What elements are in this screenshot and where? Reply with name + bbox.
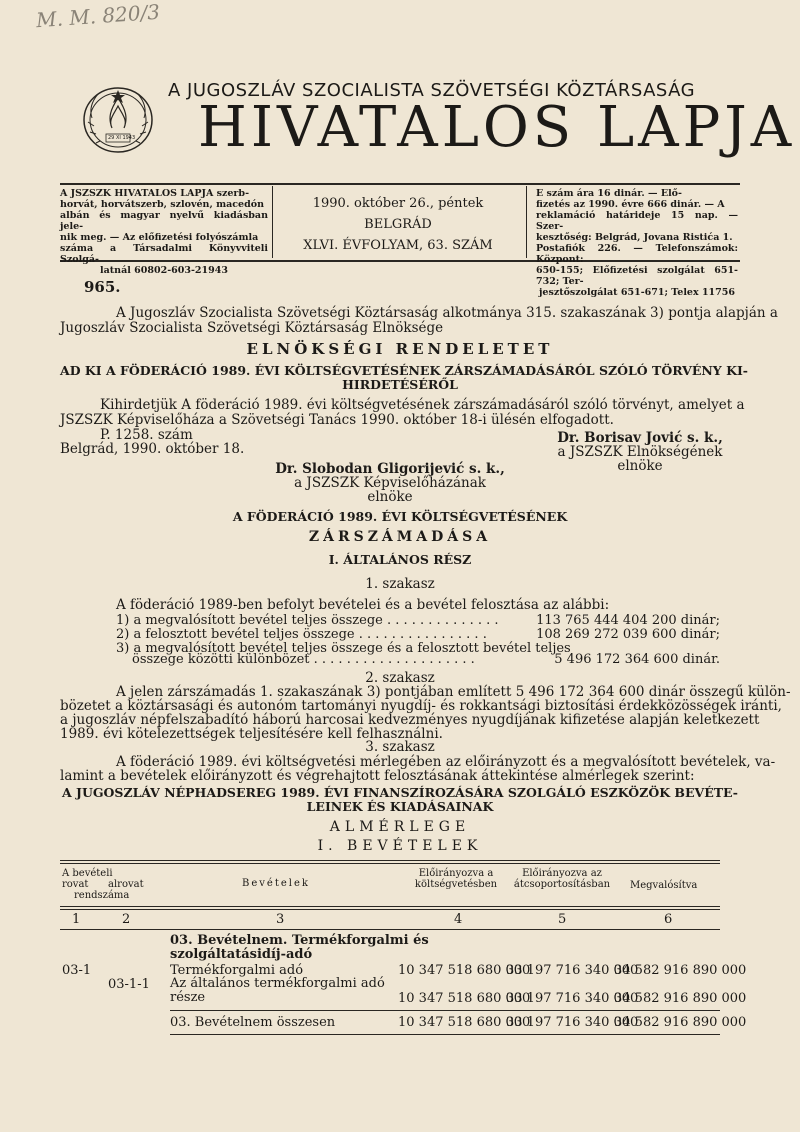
issue-info <box>280 193 516 256</box>
section-3-text <box>60 754 776 784</box>
masthead-title: A JUGOSZLÁV SZOCIALISTA SZÖVETSÉGI KÖZTÁRSASÁG <box>168 80 696 101</box>
table-rule-mid2 <box>60 909 720 910</box>
text-line: HIRDETÉSÉRŐL <box>342 377 458 392</box>
reference <box>60 428 244 456</box>
table-rule-mid <box>60 906 720 907</box>
table-row-alrovat: 03-1-1 <box>108 977 150 992</box>
text-line: LEINEK ÉS KIADÁSAINAK <box>306 799 494 814</box>
info-line: nik meg. — Az előfizetési folyószámla <box>60 232 259 243</box>
col-header-bevetelek: Bevételek <box>242 878 310 889</box>
info-line: E szám ára 16 dinár. — Elő- <box>536 188 682 199</box>
text-line: 1989. évi kötelezettségek teljesítésére kell felhasználni. <box>60 726 443 742</box>
info-line: albán és magyar nyelvű kiadásban jele- <box>60 210 268 232</box>
law-title: A FÖDERÁCIÓ 1989. ÉVI KÖLTSÉGVETÉSÉNEK <box>232 509 568 524</box>
submarket-title: ALMÉRLEGE <box>329 819 471 835</box>
item-number: 965. <box>84 278 121 296</box>
col-header-rovat: A bevételi rovat <box>62 868 113 890</box>
signatory-role: elnöke <box>617 458 663 474</box>
info-line: 650-155; Előfizetési szolgálat 651-732; Ter- <box>536 265 738 287</box>
ref-place-date: Belgrád, 1990. október 18. <box>60 441 245 457</box>
col-header-realized: Megvalósítva <box>630 880 698 891</box>
text-line: része <box>170 990 206 1005</box>
law-subtitle: ZÁRSZÁMADÁSA <box>308 529 492 545</box>
text-line: lamint a bevételek előirányzott és végrehajtott felosztásának áttekintése almérlegek szerint: <box>60 768 695 784</box>
section-1-heading: 1. szakasz <box>365 576 435 592</box>
state-emblem-icon <box>78 78 158 158</box>
text-line: AD KI A FÖDERÁCIÓ 1989. ÉVI KÖLTSÉGVETÉSÉNEK ZÁRSZÁMADÁSÁRÓL SZÓLÓ TÖRVÉNY KI- <box>60 363 748 378</box>
subscription-info <box>60 188 268 276</box>
signatory-name: Dr. Borisav Jović s. k., <box>557 430 723 446</box>
text-line: Az általános termékforgalmi adó <box>170 976 385 991</box>
col-number: 5 <box>558 912 567 927</box>
signatory-role: a JSZSZK Képviselőházának <box>294 475 486 491</box>
section-1-value: 5 496 172 364 600 dinár. <box>554 652 720 667</box>
signatory-assembly <box>260 462 520 504</box>
table-row-name <box>170 977 385 1005</box>
table-rule-total <box>170 1010 720 1011</box>
text-line: A Jugoszláv Szocialista Szövetségi Köztársaság alkotmánya 315. szakaszának 3) pontja alapján a <box>116 305 778 321</box>
text-line: A jelen zárszámadás 1. szakaszának 3) pontjában említett 5 496 172 364 600 dinár összegű külön- <box>116 684 791 700</box>
col-number: 2 <box>122 912 131 927</box>
header-rule-top <box>60 183 740 185</box>
proclamation-paragraph <box>60 397 745 428</box>
text-line: a jugoszláv népfelszabadító háború harcosai kedvezményes nyugdíjának kifizetése alapján keletkezett <box>60 712 760 728</box>
text-line: Jugoszláv Szocialista Szövetségi Köztársaság Elnöksége <box>60 320 444 336</box>
issue-volume: XLVI. ÉVFOLYAM, 63. SZÁM <box>303 238 493 253</box>
emblem-banner-text: 29 XI 1943 <box>108 135 136 141</box>
handwritten-note: M. M. 820/3 <box>35 0 161 33</box>
info-line: kesztőség: Belgrád, Jovana Ristića 1. <box>536 232 733 243</box>
section-1-item: 3) a megvalósított bevétel teljes összege és a felosztott bevétel teljes <box>116 641 571 656</box>
decree-title: ELNÖKSÉGI RENDELETET <box>246 340 554 358</box>
text-line: A föderáció 1989. évi költségvetési mérlegében az előirányzott és a megvalósított bevételek, va- <box>116 754 776 770</box>
table-row-budget: 10 347 518 680 000 <box>398 991 531 1006</box>
table-row-budget: 10 347 518 680 000 <box>398 963 531 978</box>
info-line: horvát, horvátszerb, szlovén, macedón <box>60 199 264 210</box>
section-1-text: A föderáció 1989-ben befolyt bevételei és a bevétel felosztása az alábbi: <box>116 597 610 613</box>
section-1-value: 108 269 272 039 600 dinár; <box>536 627 720 642</box>
issue-date: 1990. október 26., péntek <box>312 196 484 211</box>
signatory-role: elnöke <box>367 489 413 505</box>
header-divider-left <box>272 186 273 258</box>
table-rule-bottom <box>170 1034 720 1035</box>
army-title <box>60 786 740 814</box>
info-line: reklamáció határideje 15 nap. — Szer- <box>536 210 738 232</box>
table-row-realized: 34 582 916 890 000 <box>614 991 747 1006</box>
table-rule-top <box>60 860 720 861</box>
issue-city: BELGRÁD <box>364 217 432 232</box>
info-line: Postafiók 226. — Telefonszámok: Központ: <box>536 243 738 265</box>
revenue-title: I. BEVÉTELEK <box>317 838 483 854</box>
text-line: A JUGOSZLÁV NÉPHADSEREG 1989. ÉVI FINANSZÍROZÁSÁRA SZOLGÁLÓ ESZKÖZÖK BEVÉTE- <box>62 785 738 800</box>
table-total-realized: 34 582 916 890 000 <box>614 1015 747 1030</box>
signatory-name: Dr. Slobodan Gligorijević s. k., <box>275 461 505 477</box>
table-rule-nums <box>60 929 720 930</box>
col-header-rendszama: rendszáma <box>74 890 130 901</box>
table-total-name: 03. Bevételnem összesen <box>170 1015 336 1030</box>
section-3-heading: 3. szakasz <box>365 739 435 755</box>
info-line: száma a Társadalmi Könyvviteli Szolgá- <box>60 243 268 265</box>
price-info <box>536 188 738 298</box>
info-line: jesztőszolgálat 651-671; Telex 11756 <box>538 287 735 298</box>
table-row-transfer: 33 197 716 340 000 <box>506 991 639 1006</box>
masthead-name: HIVATALOS LAPJA <box>198 95 796 160</box>
table-row-rovat: 03-1 <box>62 963 92 978</box>
group-title <box>170 934 429 962</box>
table-row-transfer: 33 197 716 340 000 <box>506 963 639 978</box>
table-rule-top2 <box>60 863 720 864</box>
intro-paragraph <box>60 305 778 336</box>
section-2-heading: 2. szakasz <box>365 670 435 686</box>
text-line: JSZSZK Képviselőháza a Szövetségi Tanács 1990. október 18-i ülésén elfogadott. <box>60 412 614 428</box>
section-1-item: 2) a felosztott bevétel teljes összege . . . . . . . . . . . . . . . . <box>116 627 487 642</box>
info-line: latnál 60802-603-21943 <box>100 265 228 276</box>
col-number: 4 <box>454 912 463 927</box>
section-1-item: összege közötti különbözet . . . . . . . . . . . . . . . . . . . . <box>132 652 475 667</box>
signatory-role: a JSZSZK Elnökségének <box>557 444 723 460</box>
col-number: 6 <box>664 912 673 927</box>
text-line: bözetet a köztársasági és autonóm tartományi nyugdíj- és rokkantsági biztosítási érdekközösségek iránti, <box>60 698 782 714</box>
col-header-transfer: Előirányozva az átcsoportosításban <box>513 868 611 890</box>
decree-subtitle <box>60 363 748 392</box>
table-total-transfer: 33 197 716 340 000 <box>506 1015 639 1030</box>
col-number: 1 <box>72 912 81 927</box>
ref-number: P. 1258. szám <box>100 427 193 443</box>
col-header-alrovat: alrovat <box>108 879 144 890</box>
section-1-item: 1) a megvalósított bevétel teljes összege . . . . . . . . . . . . . . <box>116 613 499 628</box>
table-row-realized: 34 582 916 890 000 <box>614 963 747 978</box>
table-row-name: Termékforgalmi adó <box>170 963 304 978</box>
section-1-value: 113 765 444 404 200 dinár; <box>536 613 720 628</box>
part-title: I. ÁLTALÁNOS RÉSZ <box>328 552 472 567</box>
text-line: Kihirdetjük A föderáció 1989. évi költségvetésének zárszámadásáról szóló törvényt, amelyet a <box>100 397 745 413</box>
text-line: 03. Bevételnem. Termékforgalmi és <box>170 933 429 948</box>
section-2-text <box>60 684 791 742</box>
info-line: fizetés az 1990. évre 666 dinár. — A <box>536 199 725 210</box>
header-divider-right <box>526 186 527 258</box>
table-total-budget: 10 347 518 680 000 <box>398 1015 531 1030</box>
text-line: szolgáltatásidíj-adó <box>170 947 313 962</box>
col-header-budget: Előirányozva a költségvetésben <box>414 868 498 890</box>
info-line: A JSZSZK HIVATALOS LAPJA szerb- <box>60 188 250 199</box>
signatory-president <box>540 431 740 473</box>
col-number: 3 <box>276 912 285 927</box>
